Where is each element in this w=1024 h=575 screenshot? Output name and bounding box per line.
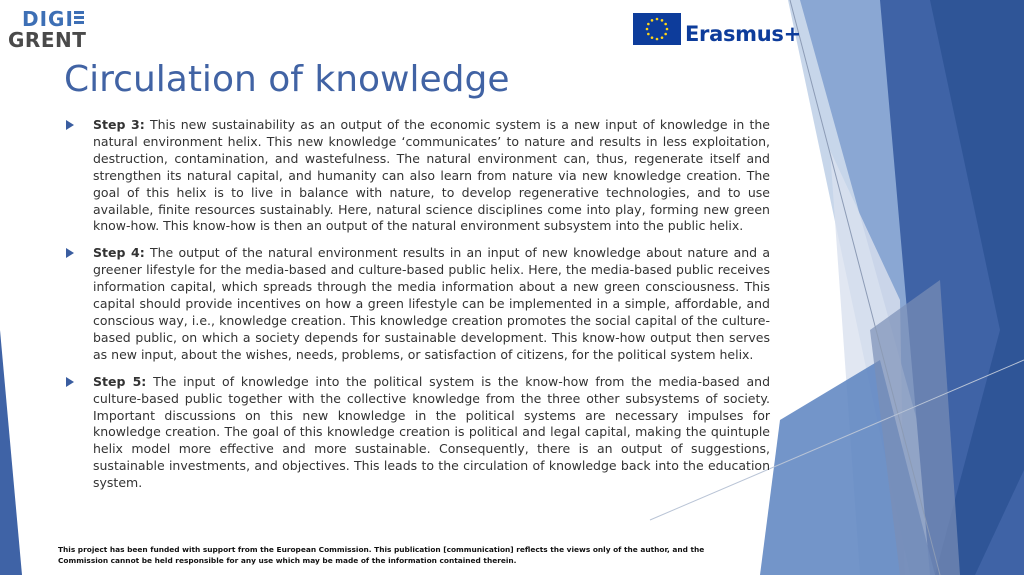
deco-shape-left [0, 330, 22, 575]
step-label: Step 5: [93, 373, 147, 389]
triangle-bullet-icon [66, 248, 74, 258]
eu-star-icon [661, 36, 664, 39]
eu-star-icon [664, 33, 667, 36]
erasmus-logo [633, 13, 801, 46]
step-item [64, 245, 770, 363]
step-text: This new sustainability as an output of the economic system is a new input of knowledge in the natural environment helix. This new knowledge ‘communicates’ to nature and results in less exploitation, destruction, contamination, and wastefulness. The natural environment can, thus, regenerate itself and strengthen its natural capital, and humanity can also learn from nature via new knowledge creation. The goal of this helix is to live in balance with nature, to develop regenerative technologies, and to use available, finite resources sustainably. Here, natural science disciplines come into play, forming new green know-how. This know-how is then an output of the natural environment subsystem into the public helix. [93, 117, 770, 234]
triangle-bullet-icon [66, 377, 74, 387]
eu-star-icon [656, 18, 659, 21]
step-item [64, 374, 770, 492]
step-label: Step 3: [93, 117, 145, 132]
logo-text-line1: DIGI [22, 7, 74, 31]
funding-disclaimer: This project has been funded with support from the European Commission. This publication [communication] reflects the views only of the author, and the Commission cannot be held responsible for any use which may be made of the information contained therein. [58, 545, 705, 565]
step-text: The output of the natural environment results in an input of new knowledge about nature and a greener lifestyle for the media-based and culture-based public helix. Here, the media-based public receives information capital, which spreads through the media information about a new green consciousness. This capital should provide incentives on how a green lifestyle can be implemented in a simple, affordable, and conscious way, i.e., knowledge creation. This knowledge creation promotes the social capital of the culture-based public, on which a society depends for sustainable development. This know-how output then serves as new input, about the wishes, needs, problems, or satisfaction of citizens, for the political system helix. [93, 245, 771, 362]
page-title: Circulation of knowledge [64, 59, 510, 100]
logo-text-line2: GRENT [8, 28, 87, 52]
eu-star-icon [647, 23, 650, 26]
eu-star-icon [661, 19, 664, 22]
logo-bars-icon [74, 11, 84, 26]
eu-star-icon [664, 23, 667, 26]
eu-star-icon [651, 36, 654, 39]
eu-star-icon [646, 28, 649, 31]
step-text: The input of knowledge into the political system is the know-how from the media-based and culture-based public together with the collective knowledge from the three other subsystems of society. Important discussions on this new knowledge in the political systems are necessary impulses for knowledge creation. The goal of this knowledge creation is political and legal capital, making the quintuple helix model more effective and more sustainable. Consequently, there is an output of suggestions, sustainable investments, and objectives. This leads to the circulation of knowledge back into the education system. [93, 373, 771, 491]
digigrent-logo [8, 8, 88, 52]
step-item [64, 117, 770, 235]
step-label: Step 4: [93, 245, 145, 261]
eu-star-icon [651, 19, 654, 22]
steps-list [64, 117, 770, 502]
eu-star-icon [656, 38, 659, 41]
erasmus-wordmark: Erasmus+ [685, 22, 801, 46]
eu-star-icon [647, 33, 650, 36]
triangle-bullet-icon [66, 120, 74, 130]
eu-flag-icon [633, 13, 681, 45]
eu-star-icon [666, 28, 669, 31]
